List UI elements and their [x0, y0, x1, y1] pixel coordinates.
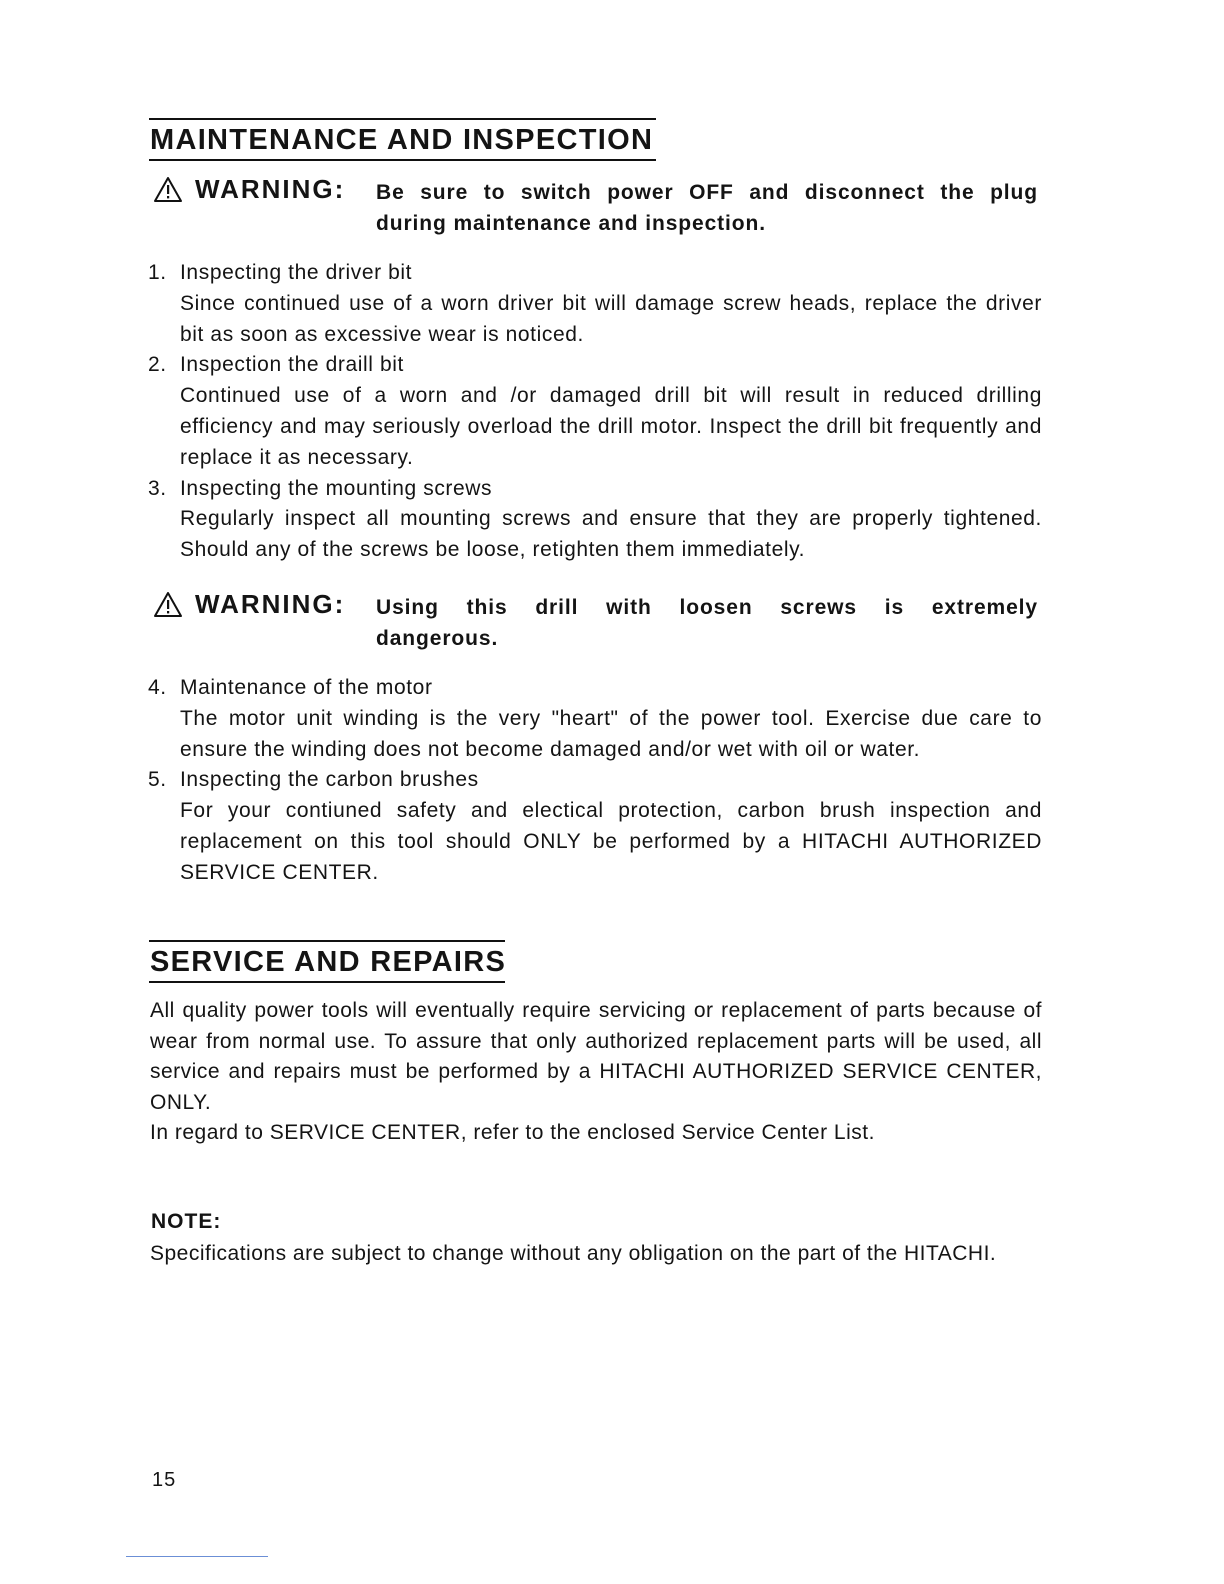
- item-text: Since continued use of a worn driver bit will damage screw heads, replace the driver bit as soon as excessive wear is noticed.: [180, 291, 1042, 346]
- inspection-list-b: [148, 673, 1042, 889]
- warning-line-2: during maintenance and inspection.: [376, 212, 766, 235]
- service-center-text: In regard to SERVICE CENTER, refer to the enclosed Service Center List.: [150, 1121, 875, 1144]
- list-item: [148, 474, 1042, 566]
- warning-text: [376, 177, 1038, 239]
- item-title: Maintenance of the motor: [180, 676, 433, 699]
- item-title: Inspection the draill bit: [180, 353, 404, 377]
- footer-rule: [126, 1556, 268, 1557]
- maintenance-heading: MAINTENANCE AND INSPECTION: [149, 118, 656, 161]
- item-number: 4.: [148, 676, 167, 699]
- warning-triangle-icon: [153, 176, 183, 203]
- page-number: 15: [152, 1469, 177, 1491]
- warning-label-text: WARNING:: [195, 589, 346, 619]
- warning-line-2: dangerous.: [376, 627, 499, 650]
- item-number: 5.: [148, 768, 167, 792]
- warning-line-1: Be sure to switch power OFF and disconnect the plug: [376, 181, 1038, 204]
- list-item: [148, 673, 1042, 765]
- item-title: Inspecting the driver bit: [180, 261, 413, 284]
- list-item: [148, 258, 1042, 350]
- item-number: 2.: [148, 353, 167, 377]
- note-label: NOTE:: [151, 1210, 222, 1233]
- item-text: Continued use of a worn and /or damaged drill bit will result in reduced drilling efficiency and may seriously overload the drill motor. Inspect the drill bit frequently and replace it as necessary.: [180, 384, 1042, 469]
- item-text: For your contiuned safety and electical protection, carbon brush inspection and replacement on this tool should ONLY be performed by a HITACHI AUTHORIZED SERVICE CENTER.: [180, 799, 1042, 884]
- service-heading: SERVICE AND REPAIRS: [149, 940, 505, 983]
- warning-text: [376, 592, 1038, 654]
- item-title: Inspecting the carbon brushes: [180, 768, 479, 792]
- warning-label: [153, 174, 345, 205]
- item-title: Inspecting the mounting screws: [180, 476, 493, 500]
- item-text: The motor unit winding is the very "heart" of the power tool. Exercise due care to ensure the winding does not become damaged and/or wet with oil or water.: [180, 706, 1042, 761]
- service-paragraph: [150, 996, 1042, 1149]
- inspection-list-a: [148, 258, 1042, 566]
- warning-label: [153, 589, 345, 620]
- list-item: [148, 350, 1042, 473]
- list-item: [148, 765, 1042, 888]
- warning-label-text: WARNING:: [195, 174, 346, 204]
- item-number: 3.: [148, 476, 167, 500]
- service-text: All quality power tools will eventually require servicing or replacement of parts because of wear from normal use. To assure that only authorized replacement parts will be used, all service and repairs must be performed by a HITACHI AUTHORIZED SERVICE CENTER, ONLY.: [150, 999, 1042, 1114]
- note-text: Specifications are subject to change without any obligation on the part of the HITACHI.: [150, 1242, 997, 1265]
- item-number: 1.: [148, 261, 167, 284]
- warning-line-1: Using this drill with loosen screws is extremely: [376, 596, 1038, 619]
- item-text: Regularly inspect all mounting screws and ensure that they are properly tightened. Should any of the screws be loose, retighten them immediately.: [180, 507, 1042, 562]
- warning-triangle-icon: [153, 591, 183, 618]
